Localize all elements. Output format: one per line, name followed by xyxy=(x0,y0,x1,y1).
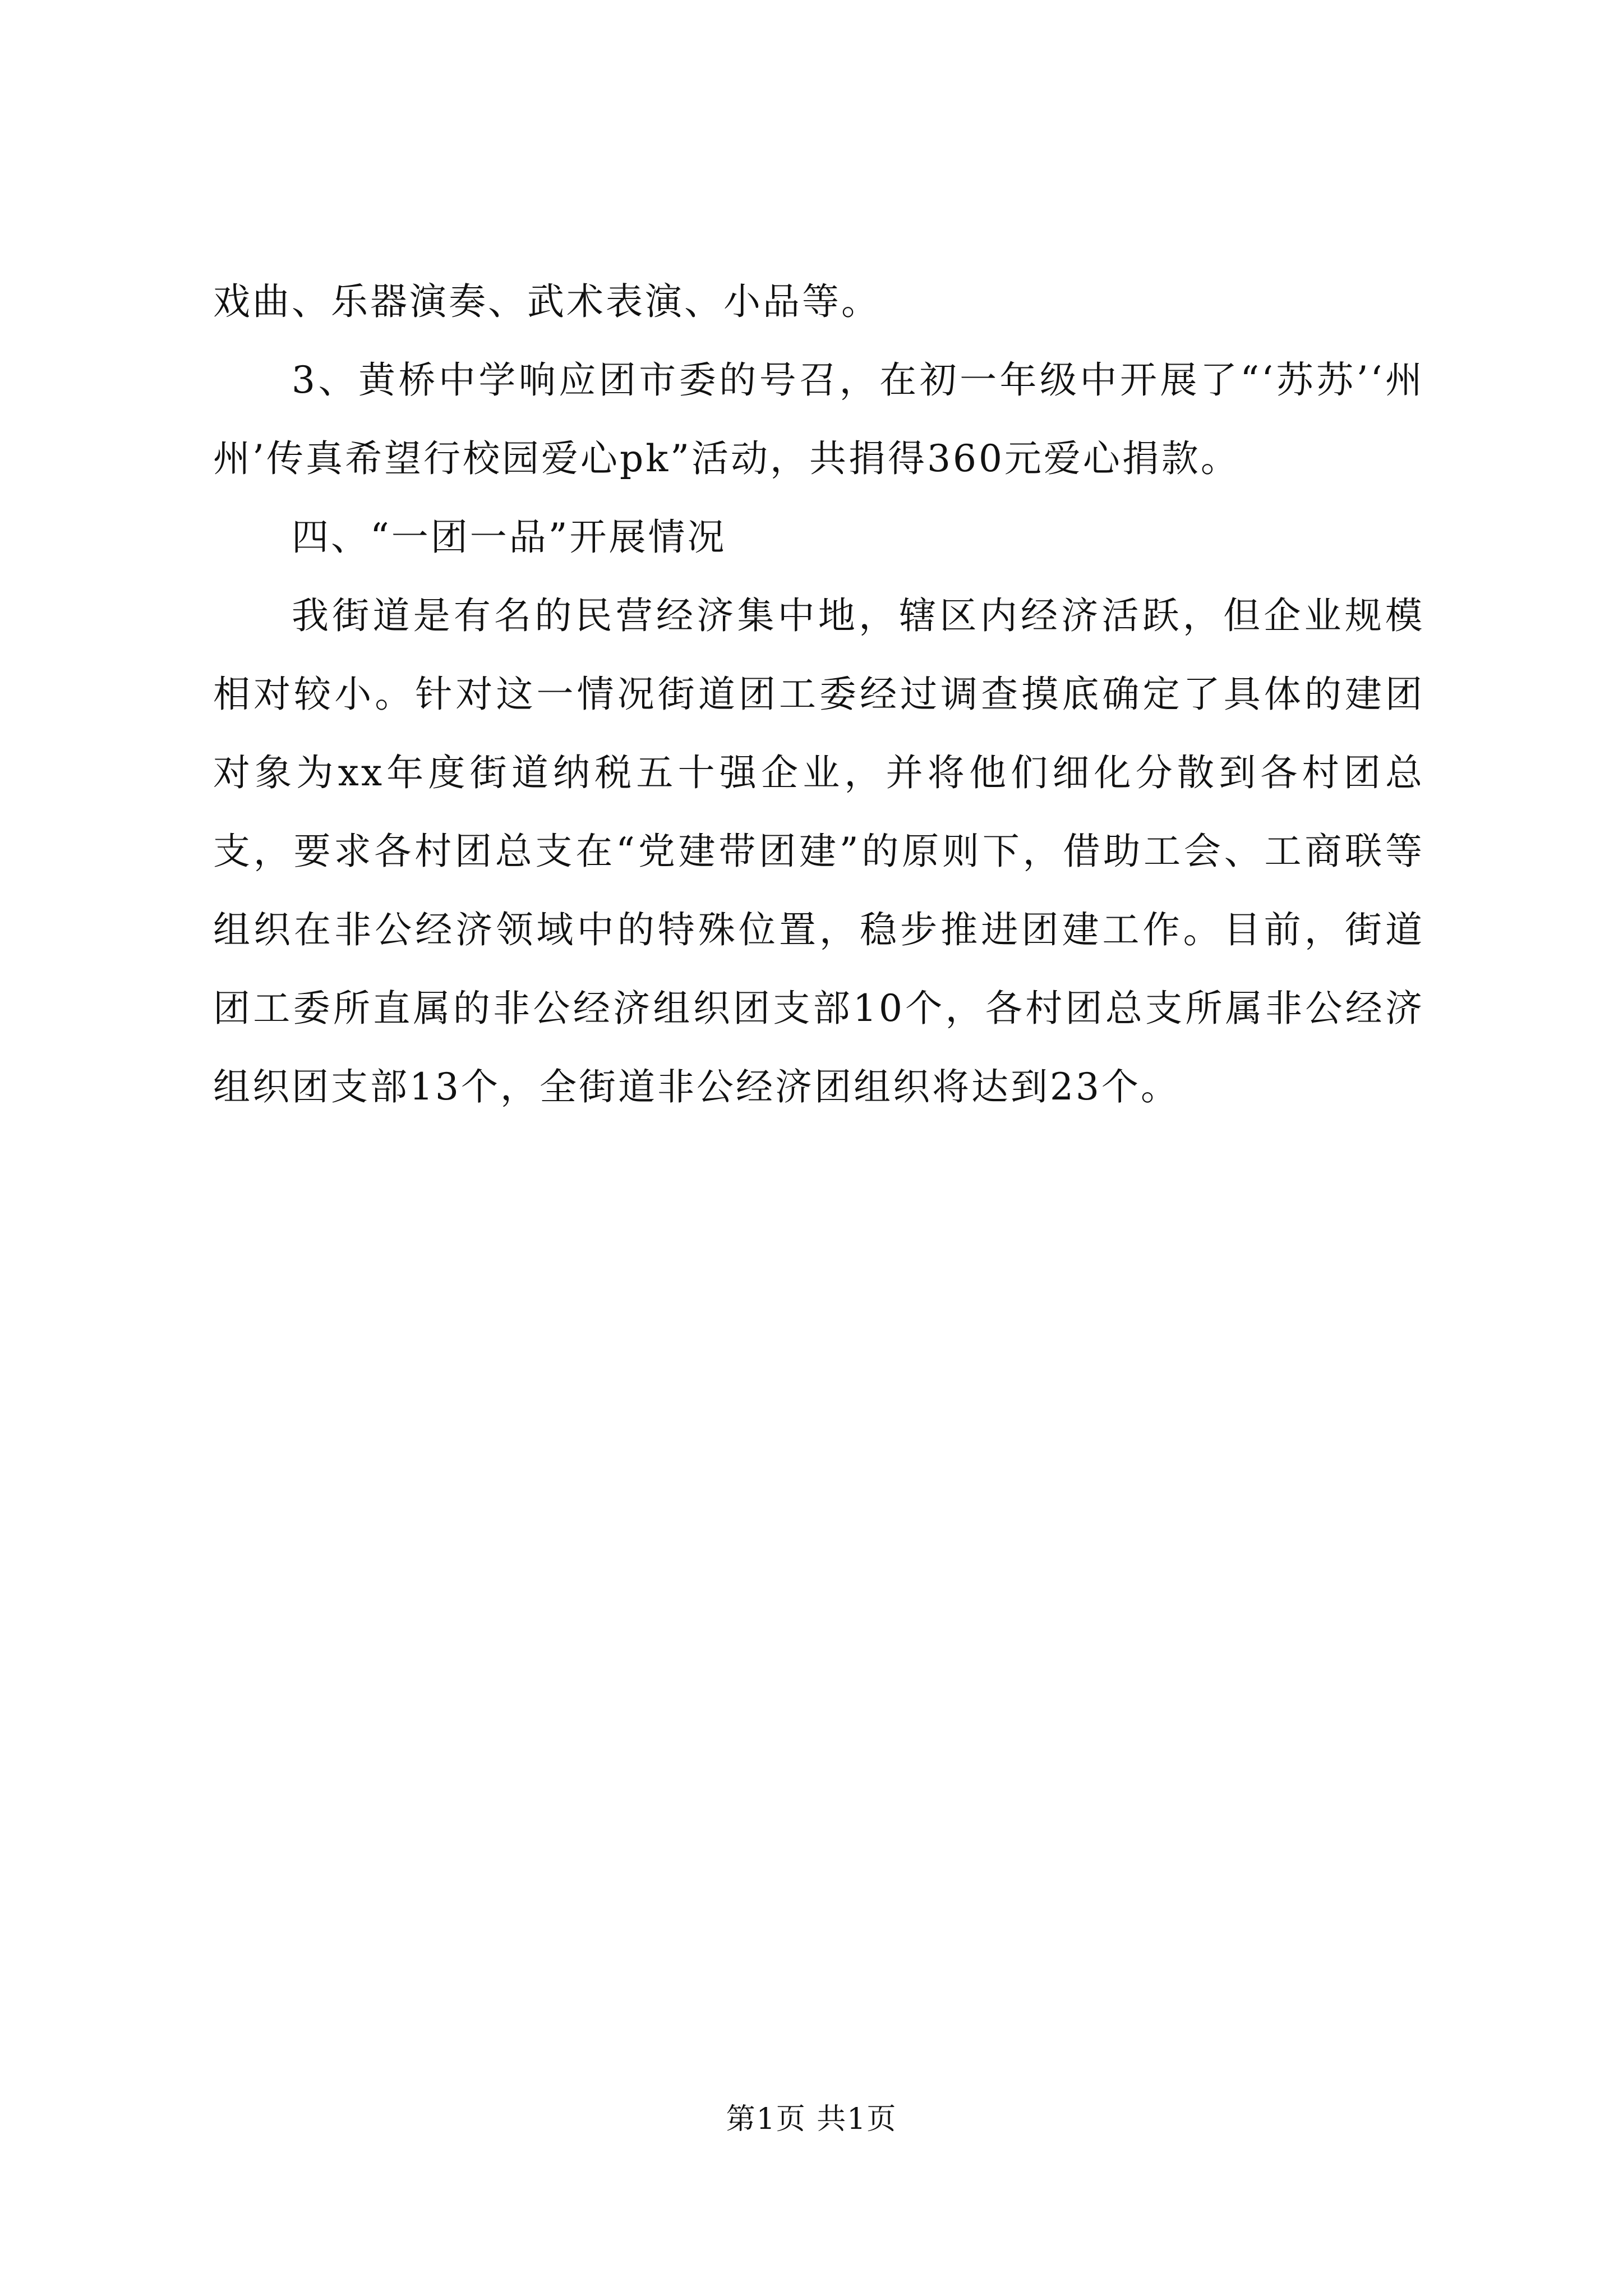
document-body xyxy=(213,263,1424,1126)
paragraph-section-4-body: 我街道是有名的民营经济集中地，辖区内经济活跃，但企业规模相对较小。针对这一情况街道团工委经过调查摸底确定了具体的建团对象为xx年度街道纳税五十强企业，并将他们细化分散到各村团总支，要求各村团总支在“党建带团建”的原则下，借助工会、工商联等组织在非公经济领域中的特殊位置，稳步推进团建工作。目前，街道团工委所直属的非公经济组织团支部10个，各村团总支所属非公经济组织团支部13个，全街道非公经济团组织将达到23个。 xyxy=(213,594,1424,1108)
section-heading-4: 四、“一团一品”开展情况 xyxy=(292,516,727,559)
paragraph-continuation: 戏曲、乐器演奏、武术表演、小品等。 xyxy=(213,280,880,323)
paragraph-item-3: 3、黄桥中学响应团市委的号召，在初一年级中开展了“‘苏苏’‘州州’传真希望行校园爱心pk”活动，共捐得360元爱心捐款。 xyxy=(213,358,1424,480)
page-footer: 第1页 共1页 xyxy=(726,2102,897,2136)
